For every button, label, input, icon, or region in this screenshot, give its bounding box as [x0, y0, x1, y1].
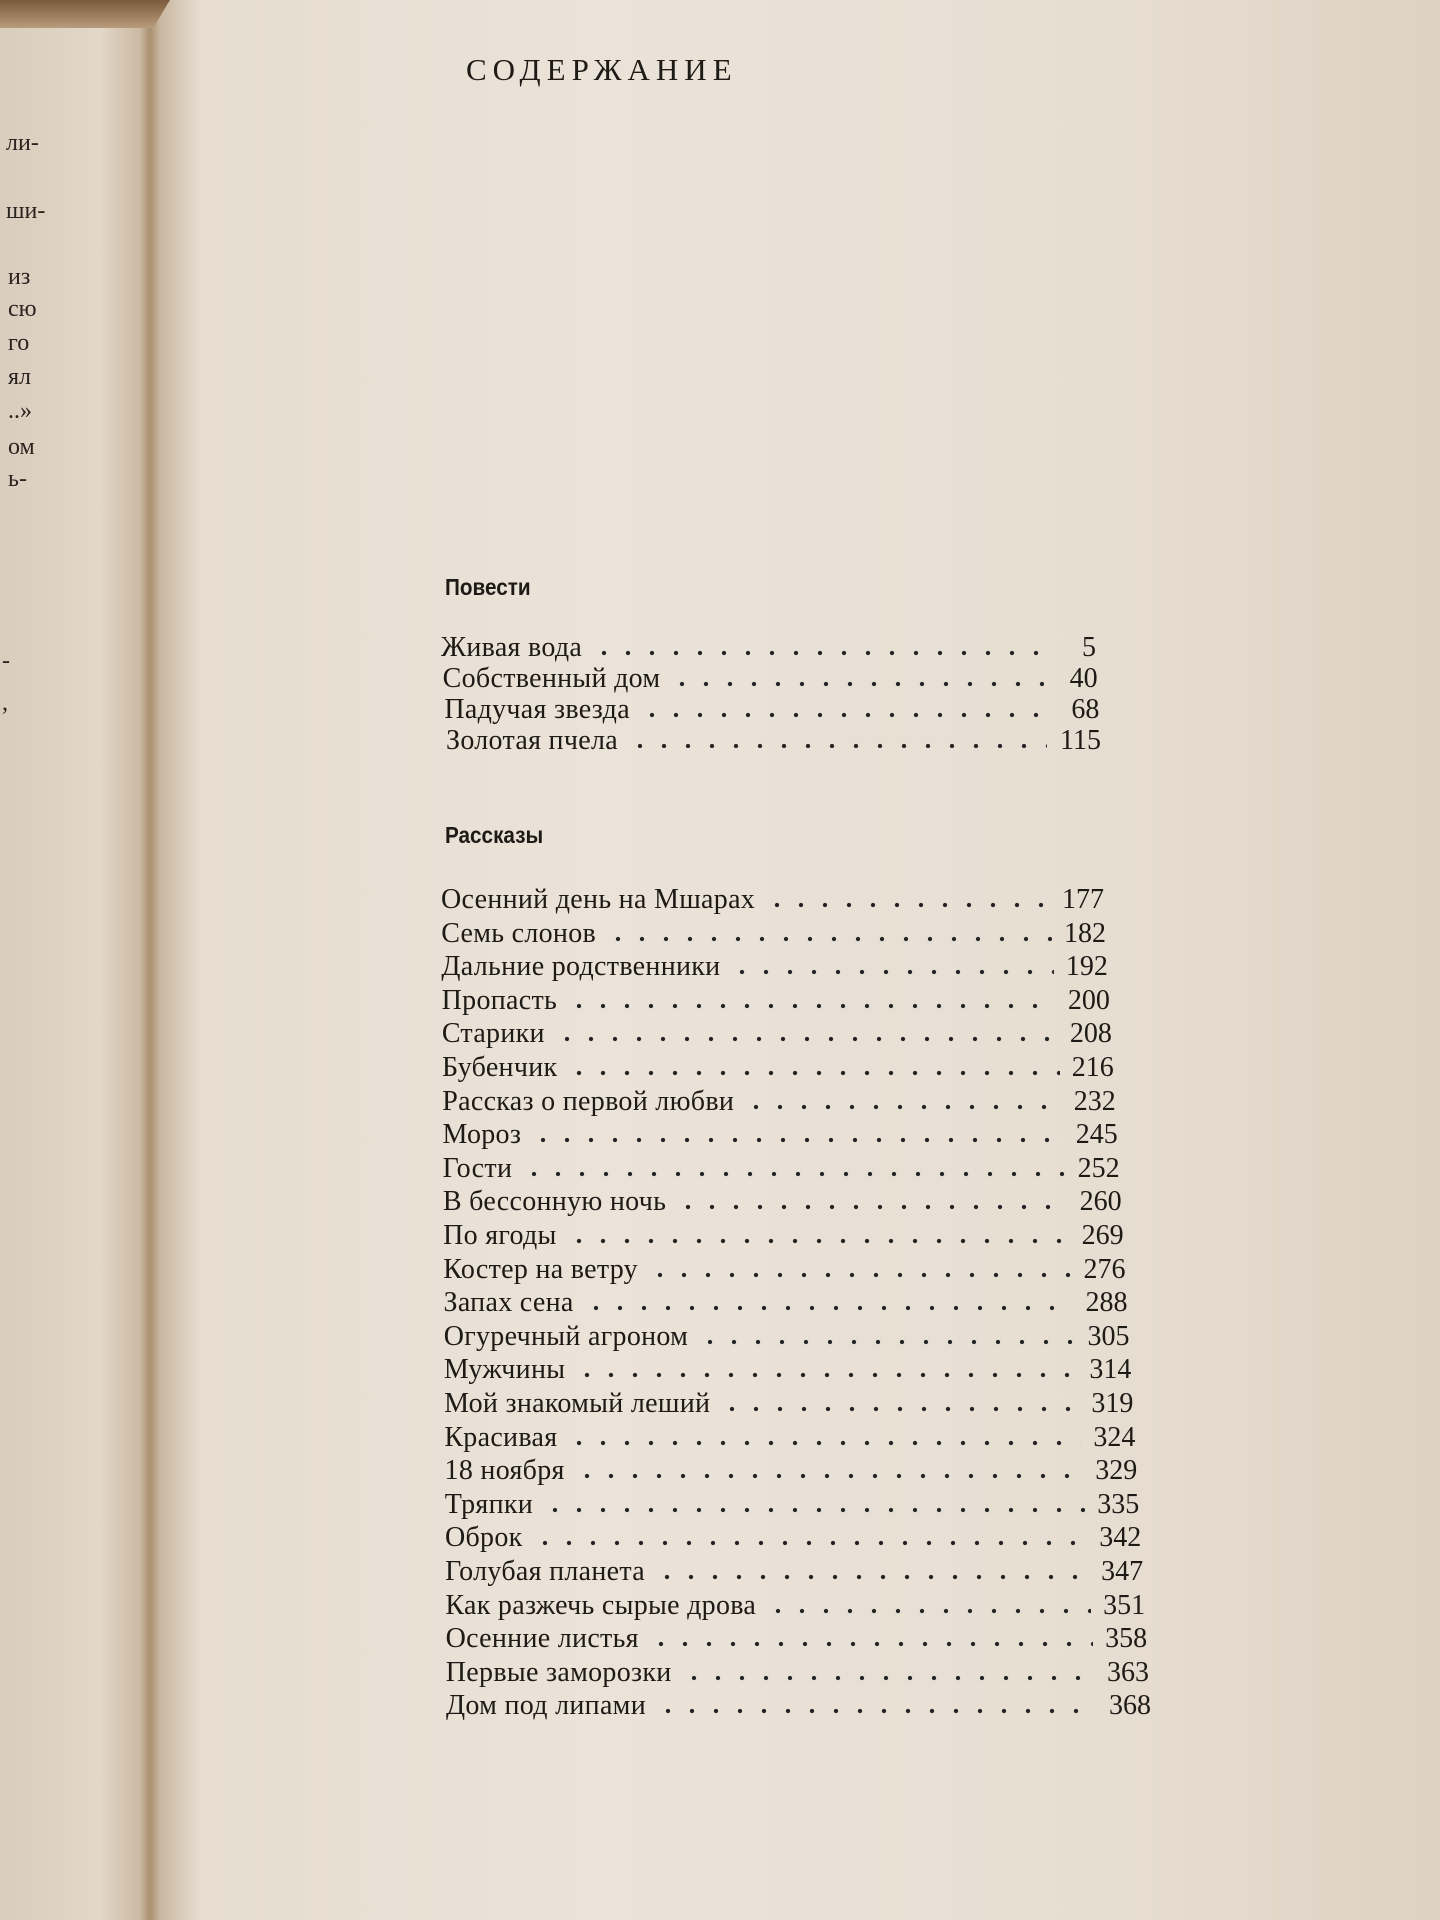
toc-entry	[445, 1590, 1145, 1622]
toc-entry-page: 177	[1062, 884, 1104, 915]
toc-entry	[444, 1321, 1130, 1353]
toc-entry-title: Огуречный агроном	[443, 1320, 689, 1352]
toc-entry	[445, 1522, 1141, 1554]
page-title: СОДЕРЖАНИЕ	[466, 52, 738, 87]
toc-entry-page: 358	[1105, 1623, 1148, 1655]
dot-leader	[766, 1608, 1091, 1614]
dot-leader	[628, 743, 1047, 749]
toc-entry-page: 347	[1101, 1556, 1144, 1587]
toc-entry-title: Бубенчик	[442, 1052, 558, 1083]
dot-leader	[575, 1473, 1084, 1479]
toc-entry-page: 269	[1081, 1220, 1124, 1251]
toc-entry	[444, 1354, 1132, 1386]
toc-entry-title: По ягоды	[443, 1220, 557, 1251]
dot-leader	[670, 681, 1043, 687]
toc-entry	[441, 884, 1104, 916]
toc-entry-page: 324	[1093, 1421, 1136, 1453]
toc-entry	[442, 1119, 1117, 1151]
toc-entry	[441, 918, 1106, 950]
dot-leader	[533, 1540, 1088, 1546]
toc-entry-page: 288	[1085, 1287, 1128, 1319]
toc-entry-title: Мороз	[442, 1119, 522, 1151]
toc-entry	[444, 694, 1099, 726]
toc-entry-title: Падучая звезда	[444, 694, 630, 725]
dot-leader	[567, 1003, 1056, 1009]
dot-leader	[543, 1507, 1085, 1513]
toc-entry	[446, 1623, 1148, 1655]
section-heading-rasskazy: Рассказы	[445, 822, 544, 848]
dot-leader	[720, 1406, 1079, 1412]
toc-entry-title: Первые заморозки	[445, 1656, 672, 1688]
dot-leader	[765, 902, 1050, 908]
toc-entry-page: 342	[1099, 1522, 1142, 1554]
toc-entry-title: В бессонную ночь	[442, 1186, 667, 1218]
toc-entry	[444, 1422, 1135, 1454]
toc-entry-page: 314	[1089, 1354, 1132, 1386]
toc-entry-page: 192	[1065, 951, 1108, 983]
toc-entry-title: Дальние родственники	[441, 951, 721, 983]
toc-entry	[443, 1254, 1125, 1286]
dot-leader	[648, 1272, 1072, 1278]
section-heading-povesti: Повести	[445, 574, 531, 600]
dot-leader	[522, 1171, 1065, 1177]
toc-entry-page: 68	[1071, 694, 1100, 725]
toc-entry-title: Мой знакомый леший	[444, 1388, 711, 1419]
dot-leader	[606, 936, 1052, 942]
toc-entry-title: Осенние листья	[445, 1623, 639, 1655]
toc-entry	[446, 725, 1101, 757]
toc-entry-page: 335	[1097, 1488, 1140, 1520]
dot-leader	[584, 1305, 1074, 1311]
toc-entry-title: 18 ноября	[444, 1455, 565, 1487]
left-page-fragment: ли-	[6, 130, 39, 156]
toc-entry	[445, 1455, 1138, 1487]
dot-leader	[744, 1104, 1062, 1110]
left-page-fragment: ом	[8, 434, 35, 460]
dot-leader	[655, 1574, 1089, 1580]
toc-entry-page: 363	[1107, 1656, 1150, 1688]
left-page-fragment: ,	[2, 690, 8, 716]
toc-entry-page: 305	[1087, 1320, 1130, 1352]
toc-entry-title: Семь слонов	[441, 917, 597, 949]
table-surface	[0, 0, 170, 28]
toc-entry	[442, 985, 1110, 1017]
left-page-fragment: сю	[8, 296, 37, 322]
dot-leader	[676, 1204, 1067, 1210]
toc-entry	[443, 1153, 1120, 1185]
dot-leader	[531, 1137, 1063, 1143]
toc-entry-title: Осенний день на Мшарах	[441, 884, 756, 915]
toc-entry-title: Собственный дом	[442, 663, 661, 694]
dot-leader	[592, 650, 1042, 656]
toc-entry-page: 232	[1073, 1085, 1116, 1117]
toc-entry-page: 319	[1091, 1388, 1134, 1419]
dot-leader	[698, 1339, 1075, 1345]
toc-entry-title: Пропасть	[441, 984, 558, 1016]
toc-entry-title: Красивая	[444, 1421, 558, 1453]
left-page-fragment: ь-	[8, 466, 27, 492]
dot-leader	[567, 1440, 1081, 1446]
toc-entry-page: 245	[1075, 1119, 1118, 1151]
dot-leader	[575, 1372, 1077, 1378]
toc-entry	[443, 1220, 1124, 1252]
toc-entry	[446, 1657, 1149, 1689]
toc-entry-title: Рассказ о первой любви	[442, 1085, 735, 1117]
toc-entry-title: Гости	[442, 1152, 513, 1184]
toc-entry-page: 208	[1069, 1018, 1112, 1050]
toc-entry	[445, 1556, 1143, 1588]
dot-leader	[567, 1070, 1059, 1076]
dot-leader	[649, 1641, 1093, 1647]
toc-entry-page: 351	[1103, 1589, 1146, 1621]
toc-entry	[444, 1388, 1133, 1420]
toc-entry-title: Старики	[441, 1018, 545, 1050]
left-page-fragment: из	[8, 264, 31, 290]
left-page-fragment: ..»	[8, 398, 32, 424]
toc-entry	[443, 663, 1098, 695]
toc-entry	[444, 1287, 1128, 1319]
dot-leader	[555, 1036, 1058, 1042]
toc-entry	[446, 1690, 1151, 1722]
dot-leader	[730, 969, 1053, 975]
toc-entry	[442, 1086, 1116, 1118]
dot-leader	[682, 1675, 1095, 1681]
toc-entry	[445, 1489, 1140, 1521]
toc-entry	[442, 1018, 1112, 1050]
toc-entry-page: 200	[1067, 984, 1110, 1016]
toc-entry-title: Костер на ветру	[443, 1253, 638, 1285]
toc-entry-page: 260	[1079, 1186, 1122, 1218]
toc-entry-title: Мужчины	[443, 1354, 566, 1386]
toc-entry-title: Золотая пчела	[446, 725, 618, 756]
left-page-fragment: ял	[8, 364, 32, 390]
toc-entry-page: 252	[1077, 1152, 1120, 1184]
left-page-fragment: -	[2, 648, 10, 674]
toc-entry-title: Тряпки	[444, 1488, 534, 1520]
toc-entry-title: Запах сена	[443, 1287, 574, 1319]
left-page-fragment: ши-	[6, 198, 46, 224]
toc-entry-page: 329	[1095, 1455, 1138, 1487]
left-page-fragment: го	[8, 330, 30, 356]
dot-leader	[640, 712, 1045, 718]
toc-entry-page: 40	[1069, 663, 1098, 694]
dot-leader	[656, 1708, 1097, 1714]
toc-entry-title: Как разжечь сырые дрова	[445, 1589, 757, 1621]
toc-entry-page: 5	[1082, 632, 1096, 663]
toc-entry-page: 368	[1109, 1690, 1151, 1722]
toc-entry-title: Живая вода	[441, 632, 583, 663]
toc-entry-page: 115	[1060, 725, 1101, 756]
dot-leader	[567, 1238, 1070, 1244]
toc-entry	[443, 1186, 1122, 1218]
toc-entry-title: Голубая планета	[445, 1556, 645, 1587]
toc-entry-title: Оброк	[444, 1522, 523, 1554]
toc-entry	[441, 632, 1096, 664]
toc-entry	[441, 951, 1108, 983]
toc-entry-page: 276	[1083, 1253, 1126, 1285]
toc-entry-title: Дом под липами	[446, 1690, 646, 1722]
toc-entry-page: 216	[1071, 1052, 1114, 1083]
toc-entry-page: 182	[1063, 917, 1106, 949]
toc-entry	[442, 1052, 1114, 1084]
